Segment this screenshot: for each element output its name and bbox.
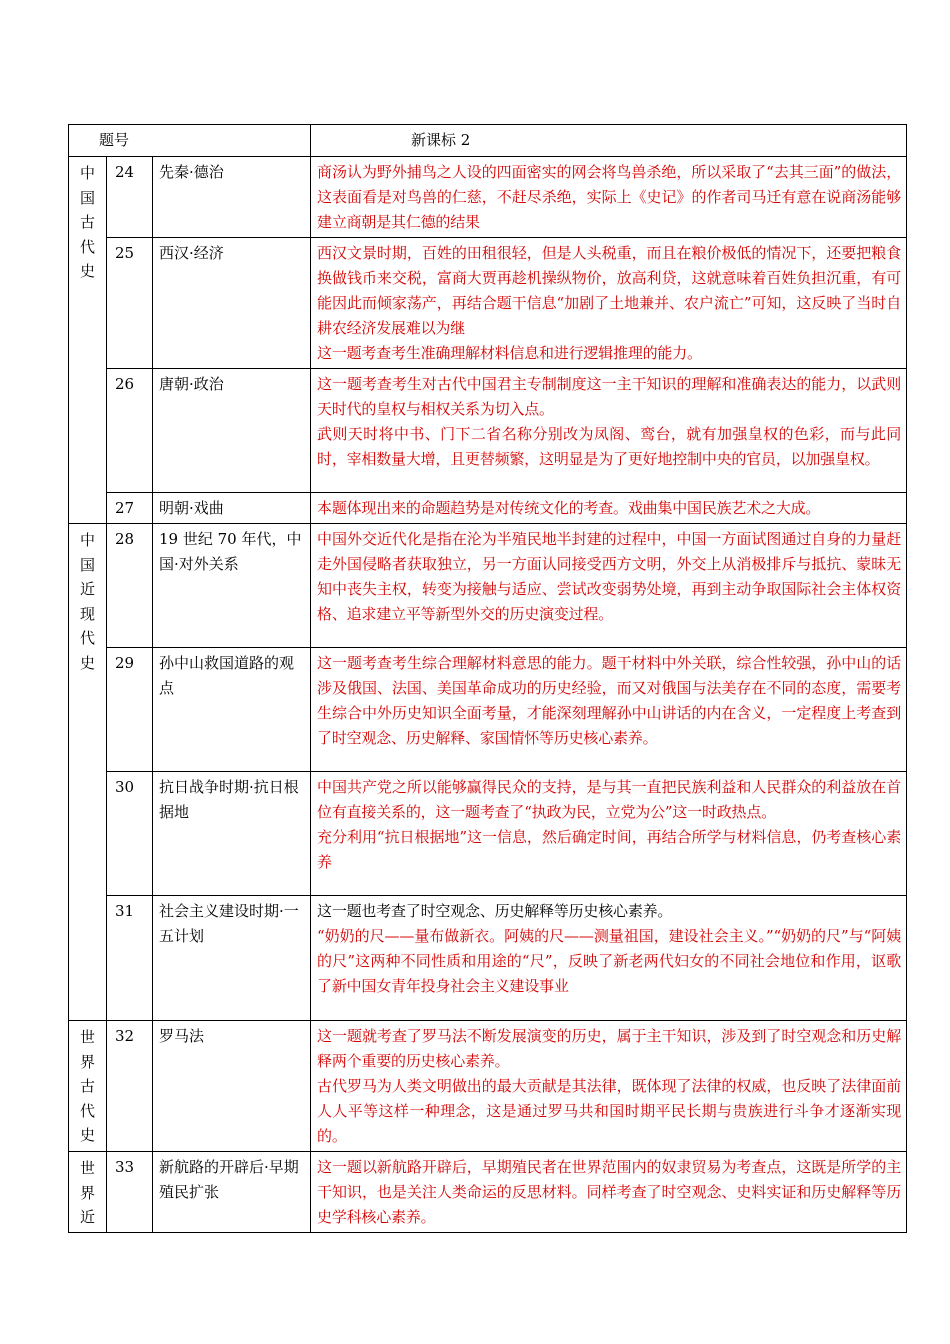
era-char: 代 <box>79 629 95 647</box>
era-char: 近 <box>79 1208 95 1226</box>
era-char: 国 <box>79 188 95 207</box>
question-number: 28 <box>107 524 153 648</box>
table-row <box>69 524 907 648</box>
era-char: 界 <box>79 1183 95 1202</box>
header-question-number: 题号 <box>69 125 311 157</box>
analysis-cell <box>311 896 907 1021</box>
analysis-cell <box>311 157 907 238</box>
era-char: 古 <box>79 213 95 231</box>
analysis-cell <box>311 493 907 524</box>
question-number: 31 <box>107 896 153 1021</box>
era-label <box>69 524 107 1021</box>
analysis-paragraph: 西汉文景时期，百姓的田租很轻，但是人头税重，而且在粮价极低的情况下，还要把粮食换做钱币来交税，富商大贾再趁机操纵物价，放高利贷，这就意味着百姓负担沉重，有可能因此而倾家荡产，再结合题干信息“加剧了土地兼并、农户流亡”可知，这反映了当时自耕农经济发展难以为继 <box>317 244 902 337</box>
era-char: 世 <box>79 1159 95 1177</box>
era-char: 古 <box>79 1077 95 1095</box>
header-new-curriculum: 新课标 2 <box>311 125 907 157</box>
analysis-paragraph: 这一题考查考生综合理解材料意思的能力。题干材料中外关联，综合性较强，孙中山的话涉及俄国、法国、美国革命成功的历史经验，而又对俄国与法美存在不同的态度，需要考生综合中外历史知识全面考量，才能深刻理解孙中山讲话的内在含义，一定程度上考查到了时空观念、历史解释、家国情怀等历史核心素养。 <box>317 654 902 747</box>
era-label <box>69 157 107 524</box>
question-number: 32 <box>107 1021 153 1152</box>
table-row <box>69 238 907 369</box>
analysis-paragraph: 本题体现出来的命题趋势是对传统文化的考查。戏曲集中国民族艺术之大成。 <box>317 499 821 517</box>
analysis-paragraph: 这一题以新航路开辟后，早期殖民者在世界范围内的奴隶贸易为考查点，这既是所学的主干知识，也是关注人类命运的反思材料。同样考查了时空观念、史料实证和历史解释等历史学科核心素养。 <box>317 1158 902 1226</box>
era-char: 中 <box>79 531 95 549</box>
table-row <box>69 896 907 1021</box>
era-char: 近 <box>79 580 95 598</box>
question-number: 24 <box>107 157 153 238</box>
era-label <box>69 1021 107 1152</box>
analysis-paragraph: 中国共产党之所以能够赢得民众的支持，是与其一直把民族利益和人民群众的利益放在首位有直接关系的，这一题考查了“执政为民，立党为公”这一时政热点。 <box>317 778 902 821</box>
question-topic: 社会主义建设时期·一五计划 <box>153 896 311 1021</box>
era-char: 现 <box>79 604 95 623</box>
question-number: 29 <box>107 648 153 772</box>
analysis-paragraph: 古代罗马为人类文明做出的最大贡献是其法律，既体现了法律的权威，也反映了法律面前人人平等这样一种理念，这是通过罗马共和国时期平民长期与贵族进行斗争才逐渐实现的。 <box>317 1077 902 1145</box>
table-body <box>69 157 907 1233</box>
analysis-paragraph: 这一题也考查了时空观念、历史解释等历史核心素养。 <box>317 902 673 920</box>
era-char: 代 <box>79 1101 95 1120</box>
question-number: 26 <box>107 369 153 493</box>
question-number: 27 <box>107 493 153 524</box>
question-topic: 抗日战争时期·抗日根据地 <box>153 772 311 896</box>
era-char: 世 <box>79 1028 95 1046</box>
analysis-cell <box>311 1021 907 1152</box>
analysis-paragraph: 这一题考查考生准确理解材料信息和进行逻辑推理的能力。 <box>317 344 702 362</box>
analysis-cell <box>311 648 907 772</box>
era-char: 界 <box>79 1052 95 1071</box>
history-exam-table <box>68 124 907 1233</box>
table-row <box>69 772 907 896</box>
analysis-cell <box>311 1152 907 1233</box>
question-number: 30 <box>107 772 153 896</box>
era-char: 中 <box>79 164 95 182</box>
analysis-cell <box>311 524 907 648</box>
table-row <box>69 1152 907 1233</box>
era-char: 史 <box>79 262 95 280</box>
analysis-cell <box>311 772 907 896</box>
question-topic: 19 世纪 70 年代，中国·对外关系 <box>153 524 311 648</box>
analysis-cell <box>311 369 907 493</box>
analysis-paragraph: 充分利用“抗日根据地”这一信息，然后确定时间，再结合所学与材料信息，仍考查核心素养 <box>317 828 902 871</box>
era-char: 史 <box>79 1126 95 1144</box>
question-topic: 明朝·戏曲 <box>153 493 311 524</box>
question-topic: 唐朝·政治 <box>153 369 311 493</box>
era-label <box>69 1152 107 1233</box>
question-topic: 新航路的开辟后·早期殖民扩张 <box>153 1152 311 1233</box>
era-char: 国 <box>79 555 95 574</box>
table-row <box>69 1021 907 1152</box>
question-topic: 罗马法 <box>153 1021 311 1152</box>
analysis-paragraph: 这一题就考查了罗马法不断发展演变的历史，属于主干知识，涉及到了时空观念和历史解释两个重要的历史核心素养。 <box>317 1027 902 1070</box>
table-row <box>69 493 907 524</box>
question-topic: 先秦·德治 <box>153 157 311 238</box>
analysis-paragraph: 中国外交近代化是指在沦为半殖民地半封建的过程中，中国一方面试图通过自身的力量赶走外国侵略者获取独立，另一方面认同接受西方文明，外交上从消极排斥与抵抗、蒙昧无知中丧失主权，转变为接触与适应、尝试改变弱势处境，再到主动争取国际社会主体权资格、追求建立平等新型外交的历史演变过程。 <box>317 530 902 623</box>
analysis-paragraph: 这一题考查考生对古代中国君主专制制度这一主干知识的理解和准确表达的能力，以武则天时代的皇权与相权关系为切入点。 <box>317 375 902 418</box>
question-topic: 西汉·经济 <box>153 238 311 369</box>
table-row <box>69 369 907 493</box>
table-row <box>69 648 907 772</box>
analysis-paragraph: 武则天时将中书、门下二省名称分别改为凤阁、鸾台，就有加强皇权的色彩，而与此同时，宰相数量大增，且更替频繁，这明显是为了更好地控制中央的官员，以加强皇权。 <box>317 425 902 468</box>
era-char: 代 <box>79 237 95 256</box>
table-row <box>69 157 907 238</box>
analysis-paragraph: “奶奶的尺——量布做新衣。阿姨的尺——测量祖国，建设社会主义。”“奶奶的尺”与“阿姨的尺”这两种不同性质和用途的“尺”，反映了新老两代妇女的不同社会地位和作用，讴歌了新中国女青年投身社会主义建设事业 <box>317 927 902 995</box>
analysis-paragraph: 商汤认为野外捕鸟之人设的四面密实的网会将鸟兽杀绝，所以采取了“去其三面”的做法，这表面看是对鸟兽的仁慈，不赶尽杀绝，实际上《史记》的作者司马迁有意在说商汤能够建立商朝是其仁德的结果 <box>317 163 902 231</box>
era-char: 史 <box>79 653 95 672</box>
question-number: 33 <box>107 1152 153 1233</box>
question-number: 25 <box>107 238 153 369</box>
analysis-cell <box>311 238 907 369</box>
question-topic: 孙中山救国道路的观点 <box>153 648 311 772</box>
table-header-row <box>69 125 907 157</box>
